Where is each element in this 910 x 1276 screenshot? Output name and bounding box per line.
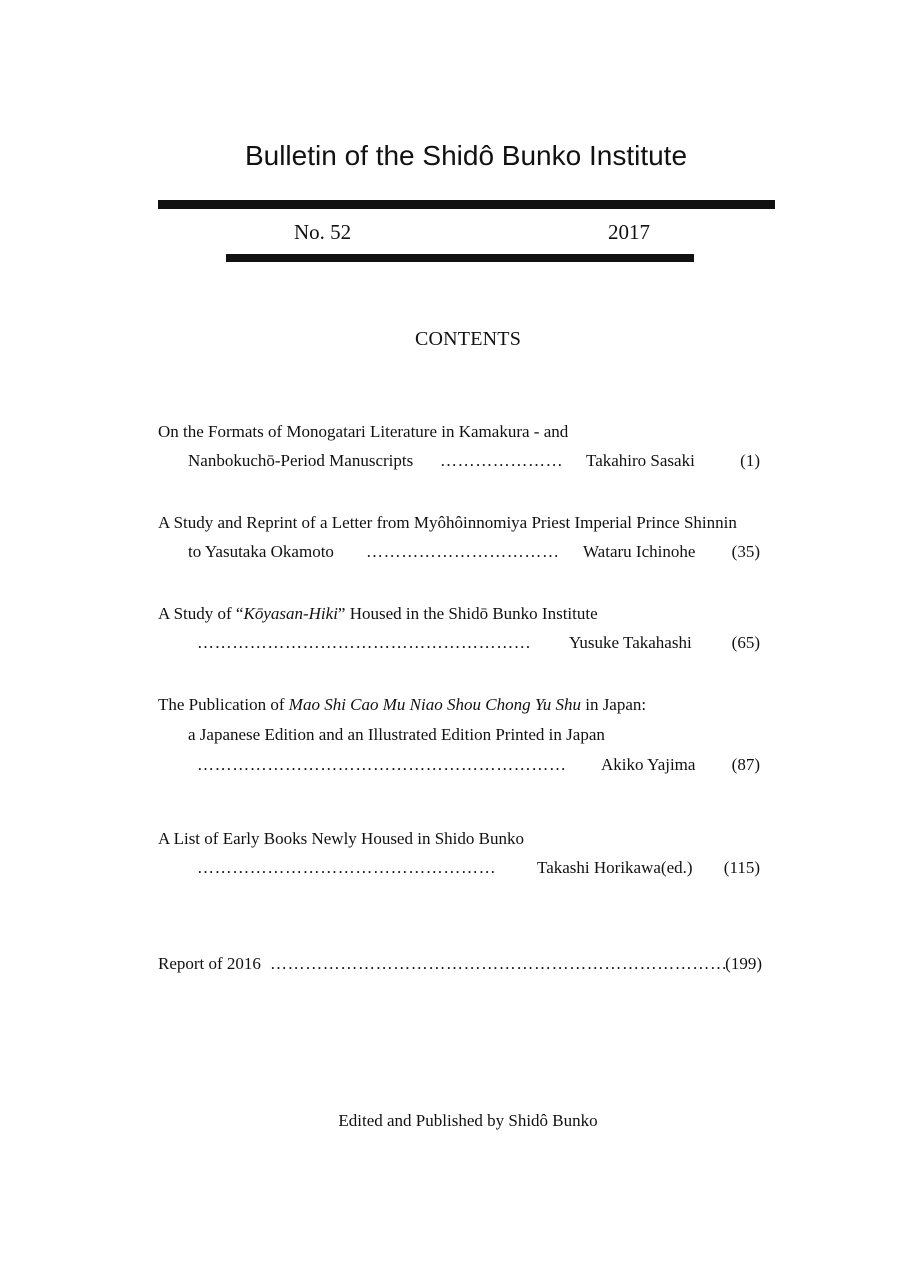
toc-entry-2-page: (35) bbox=[731, 542, 760, 561]
journal-title: Bulletin of the Shidô Bunko Institute bbox=[244, 140, 688, 171]
toc-entry-1-title-line2: Nanbokuchō-Period Manuscripts bbox=[188, 451, 414, 470]
toc-entry-2-author: Wataru Ichinohe bbox=[583, 542, 696, 561]
toc-entry-1-author: Takahiro Sasaki bbox=[586, 451, 695, 470]
report-label: Report of 2016 bbox=[158, 954, 261, 973]
toc-entry-3-leader: ………………………………………………… bbox=[197, 633, 532, 652]
report-page: (199) bbox=[725, 954, 762, 973]
publisher-footer: Edited and Published by Shidô Bunko bbox=[338, 1111, 598, 1130]
toc-entry-3-page: (65) bbox=[731, 633, 760, 652]
toc-entry-5-leader: …………………………………………… bbox=[197, 858, 497, 877]
toc-entry-1-title-line1: On the Formats of Monogatari Literature in Kamakura - and bbox=[158, 422, 569, 441]
toc-entry-2-leader: …………………………… bbox=[366, 542, 560, 561]
toc-entry-4-title-line1 bbox=[158, 694, 646, 716]
toc-entry-4-title-post: in Japan: bbox=[580, 695, 647, 714]
contents-heading: CONTENTS bbox=[414, 328, 522, 350]
toc-entry-3-title-post: ” Housed in the Shidō Bunko Institute bbox=[337, 604, 598, 623]
toc-entry-3-title-pre: A Study of “ bbox=[158, 604, 244, 623]
toc-entry-4-leader: ……………………………………………………… bbox=[197, 755, 567, 774]
bottom-rule bbox=[226, 254, 694, 262]
toc-entry-1-page: (1) bbox=[740, 451, 760, 470]
toc-entry-3-title-italic: Kōyasan-Hiki bbox=[243, 604, 338, 623]
toc-entry-3-title-line1 bbox=[158, 603, 598, 625]
issue-year: 2017 bbox=[608, 220, 650, 244]
toc-entry-1-leader: ………………… bbox=[440, 451, 564, 470]
toc-entry-2-title-line2: to Yasutaka Okamoto bbox=[188, 542, 334, 561]
toc-entry-2-title-line1: A Study and Reprint of a Letter from Myôhôinnomiya Priest Imperial Prince Shinnin bbox=[158, 513, 737, 532]
report-leader: …………………………………………………………………… bbox=[270, 954, 728, 973]
toc-entry-4-title-pre: The Publication of bbox=[158, 695, 289, 714]
toc-entry-4-title-line2: a Japanese Edition and an Illustrated Edition Printed in Japan bbox=[188, 725, 605, 744]
issue-number: No. 52 bbox=[294, 220, 352, 244]
top-rule bbox=[158, 200, 775, 209]
toc-entry-3-author: Yusuke Takahashi bbox=[569, 633, 692, 652]
toc-entry-4-title-italic: Mao Shi Cao Mu Niao Shou Chong Yu Shu bbox=[288, 695, 581, 714]
toc-entry-5-page: (115) bbox=[723, 858, 760, 877]
toc-entry-5-title-line1: A List of Early Books Newly Housed in Shido Bunko bbox=[158, 829, 524, 848]
toc-entry-5-author: Takashi Horikawa(ed.) bbox=[537, 858, 693, 877]
toc-entry-4-author: Akiko Yajima bbox=[601, 755, 696, 774]
toc-entry-4-page: (87) bbox=[731, 755, 760, 774]
